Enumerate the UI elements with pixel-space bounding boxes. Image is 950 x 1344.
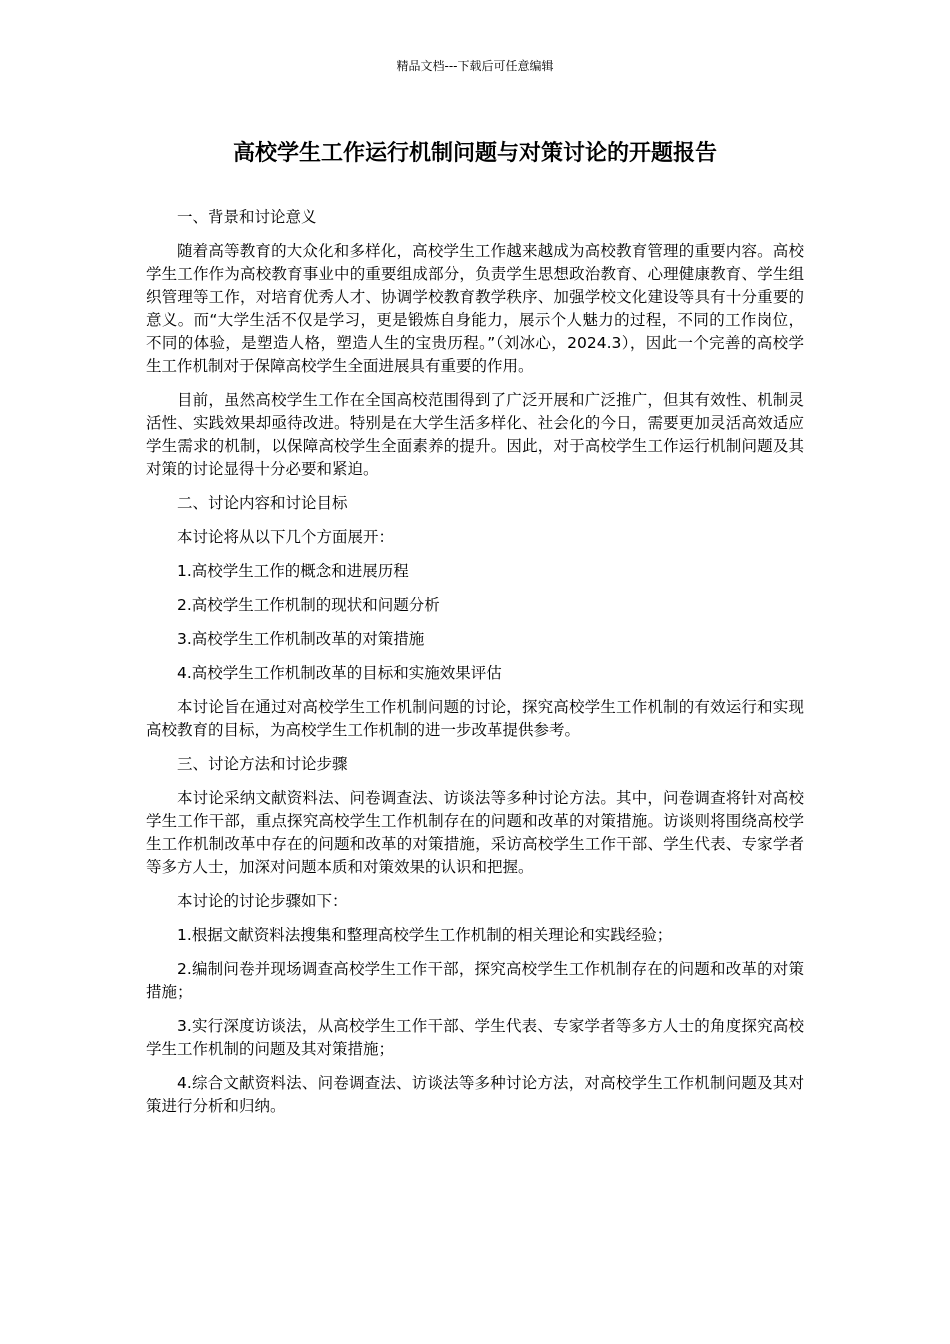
document-body [146, 206, 804, 1129]
list-item-content-1: 1.高校学生工作的概念和进展历程 [177, 562, 409, 580]
list-item-step-1: 1.根据文献资料法搜集和整理高校学生工作机制的相关理论和实践经验； [177, 926, 673, 944]
list-item-step-3: 3.实行深度访谈法，从高校学生工作干部、学生代表、专家学者等多方人士的角度探究高校学生工作机制的问题及其对策措施； [146, 1017, 804, 1058]
paragraph-methods: 本讨论采纳文献资料法、问卷调查法、访谈法等多种讨论方法。其中，问卷调查将针对高校学生工作干部，重点探究高校学生工作机制存在的问题和改革的对策措施。访谈则将围绕高校学生工作机制改革中存在的问题和改革的对策措施，采访高校学生工作干部、学生代表、专家学者等多方人士，加深对问题本质和对策效果的认识和把握。 [146, 789, 804, 876]
list-item-content-3: 3.高校学生工作机制改革的对策措施 [177, 630, 425, 648]
list-item-content-4: 4.高校学生工作机制改革的目标和实施效果评估 [177, 664, 502, 682]
paragraph-content-goal: 本讨论旨在通过对高校学生工作机制问题的讨论，探究高校学生工作机制的有效运行和实现高校教育的目标，为高校学生工作机制的进一步改革提供参考。 [146, 698, 804, 739]
section-heading-methods: 三、讨论方法和讨论步骤 [177, 755, 348, 773]
document-title: 高校学生工作运行机制问题与对策讨论的开题报告 [232, 141, 717, 166]
section-heading-content: 二、讨论内容和讨论目标 [177, 494, 348, 512]
paragraph-steps-intro: 本讨论的讨论步骤如下： [177, 892, 348, 910]
paragraph-background-1: 随着高等教育的大众化和多样化，高校学生工作越来越成为高校教育管理的重要内容。高校学生工作作为高校教育事业中的重要组成部分，负责学生思想政治教育、心理健康教育、学生组织管理等工作，对培育优秀人才、协调学校教育教学秩序、加强学校文化建设等具有十分重要的意义。而“大学生活不仅是学习，更是锻炼自身能力，展示个人魅力的过程，不同的工作岗位，不同的体验，是塑造人格，塑造人生的宝贵历程。”（刘冰心，2024.3），因此一个完善的高校学生工作机制对于保障高校学生全面进展具有重要的作用。 [146, 242, 804, 375]
list-item-content-2: 2.高校学生工作机制的现状和问题分析 [177, 596, 440, 614]
list-item-step-2: 2.编制问卷并现场调查高校学生工作干部，探究高校学生工作机制存在的问题和改革的对策措施； [146, 960, 804, 1001]
paragraph-content-intro: 本讨论将从以下几个方面展开： [177, 528, 395, 546]
page-header: 精品文档---下载后可任意编辑 [396, 59, 554, 73]
paragraph-background-2: 目前，虽然高校学生工作在全国高校范围得到了广泛开展和广泛推广，但其有效性、机制灵活性、实践效果却亟待改进。特别是在大学生活多样化、社会化的今日，需要更加灵活高效适应学生需求的机制，以保障高校学生全面素养的提升。因此，对于高校学生工作运行机制问题及其对策的讨论显得十分必要和紧迫。 [146, 391, 804, 478]
list-item-step-4: 4.综合文献资料法、问卷调查法、访谈法等多种讨论方法，对高校学生工作机制问题及其对策进行分析和归纳。 [146, 1074, 804, 1115]
section-heading-background: 一、背景和讨论意义 [177, 208, 317, 226]
